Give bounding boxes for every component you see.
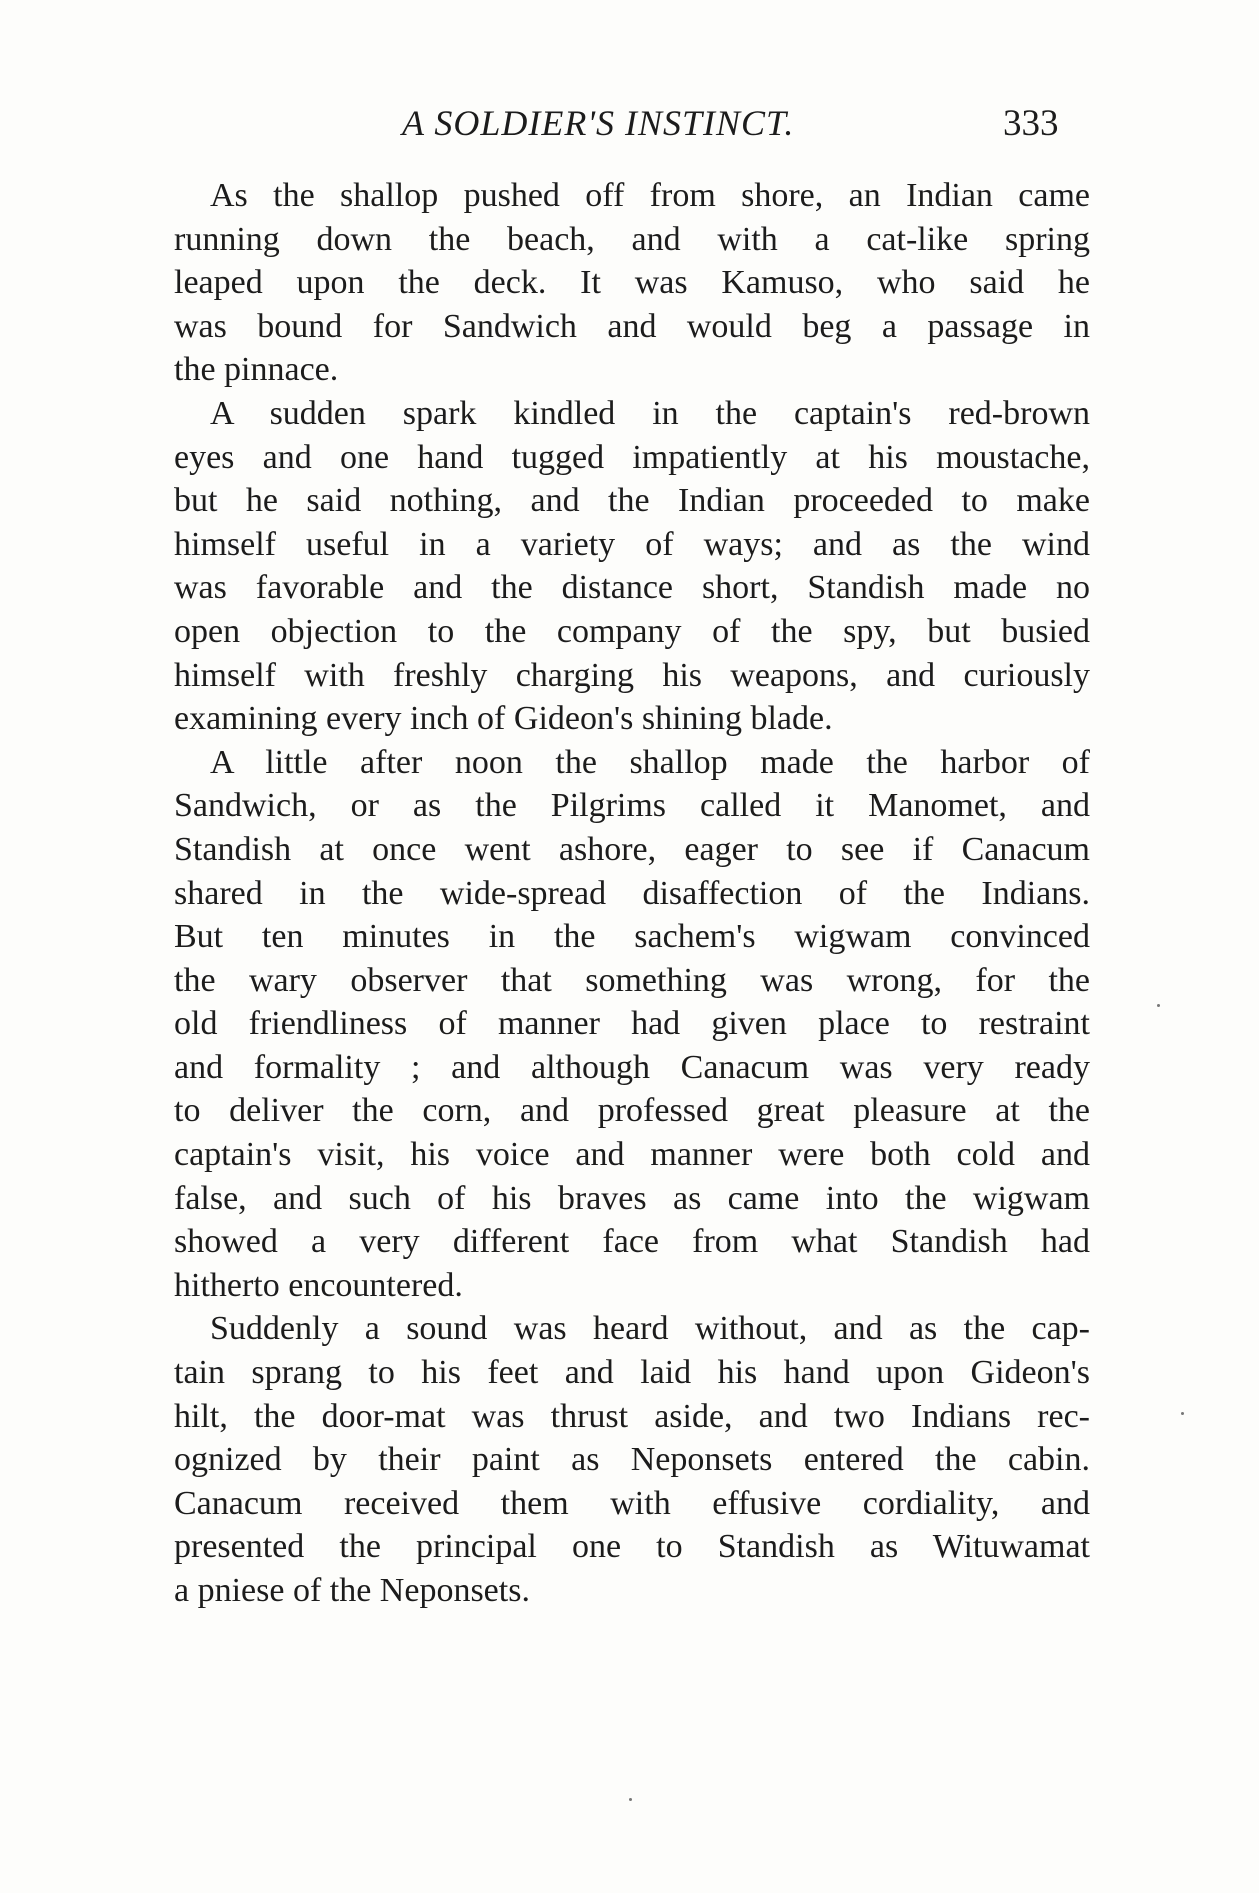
text-line: to deliver the corn, and professed great pleasure at the [174,1092,1090,1130]
text-line: himself useful in a variety of ways; and as the wind [174,525,1090,563]
text-line: himself with freshly charging his weapons, and curiously [174,656,1090,694]
body-text [174,174,1090,1613]
text-line: hilt, the door-mat was thrust aside, and two Indians rec- [174,1397,1090,1435]
text-line: hitherto encountered. [174,1266,463,1304]
paper-speck [1181,1412,1184,1415]
text-line: the wary observer that something was wrong, for the [174,961,1090,999]
text-line: A sudden spark kindled in the captain's red-brown [210,394,1090,432]
running-head [0,102,1259,150]
text-line: shared in the wide-spread disaffection of the Indians. [174,874,1090,912]
text-line: But ten minutes in the sachem's wigwam convinced [174,918,1090,956]
paragraph-1 [174,174,1090,392]
text-line: running down the beach, and with a cat-like spring [174,220,1090,258]
text-line: Suddenly a sound was heard without, and as the cap- [210,1310,1090,1348]
paragraph-2 [174,392,1090,741]
text-line: open objection to the company of the spy, but busied [174,612,1090,650]
text-line: old friendliness of manner had given place to restraint [174,1005,1090,1043]
text-line: A little after noon the shallop made the harbor of [210,743,1090,781]
text-line: examining every inch of Gideon's shining blade. [174,700,833,738]
text-line: but he said nothing, and the Indian proceeded to make [174,482,1090,520]
text-line: a pniese of the Neponsets. [174,1572,530,1609]
text-line: leaped upon the deck. It was Kamuso, who said he [174,264,1090,302]
text-line: Canacum received them with effusive cordiality, and [174,1484,1090,1522]
text-line: Sandwich, or as the Pilgrims called it Manomet, and [174,787,1090,825]
text-line: tain sprang to his feet and laid his hand upon Gideon's [174,1354,1090,1392]
text-line: and formality ; and although Canacum was very ready [174,1048,1090,1086]
text-line: was favorable and the distance short, Standish made no [174,569,1090,607]
text-line: false, and such of his braves as came into the wigwam [174,1179,1090,1217]
paragraph-3 [174,741,1090,1308]
paper-speck [1157,1004,1160,1007]
text-line: eyes and one hand tugged impatiently at his moustache, [174,438,1090,476]
text-line: the pinnace. [174,351,339,389]
paragraph-4 [174,1307,1090,1612]
paper-speck [629,1798,632,1801]
text-line: Standish at once went ashore, eager to see if Canacum [174,830,1090,868]
page-number: 333 [1003,103,1059,144]
text-line: captain's visit, his voice and manner were both cold and [174,1136,1090,1174]
text-line: As the shallop pushed off from shore, an Indian came [210,177,1090,214]
text-line: showed a very different face from what Standish had [174,1223,1090,1261]
running-title: A SOLDIER'S INSTINCT. [402,103,795,143]
text-line: ognized by their paint as Neponsets entered the cabin. [174,1441,1090,1479]
text-line: presented the principal one to Standish as Wituwamat [174,1528,1090,1566]
text-line: was bound for Sandwich and would beg a passage in [174,307,1090,345]
